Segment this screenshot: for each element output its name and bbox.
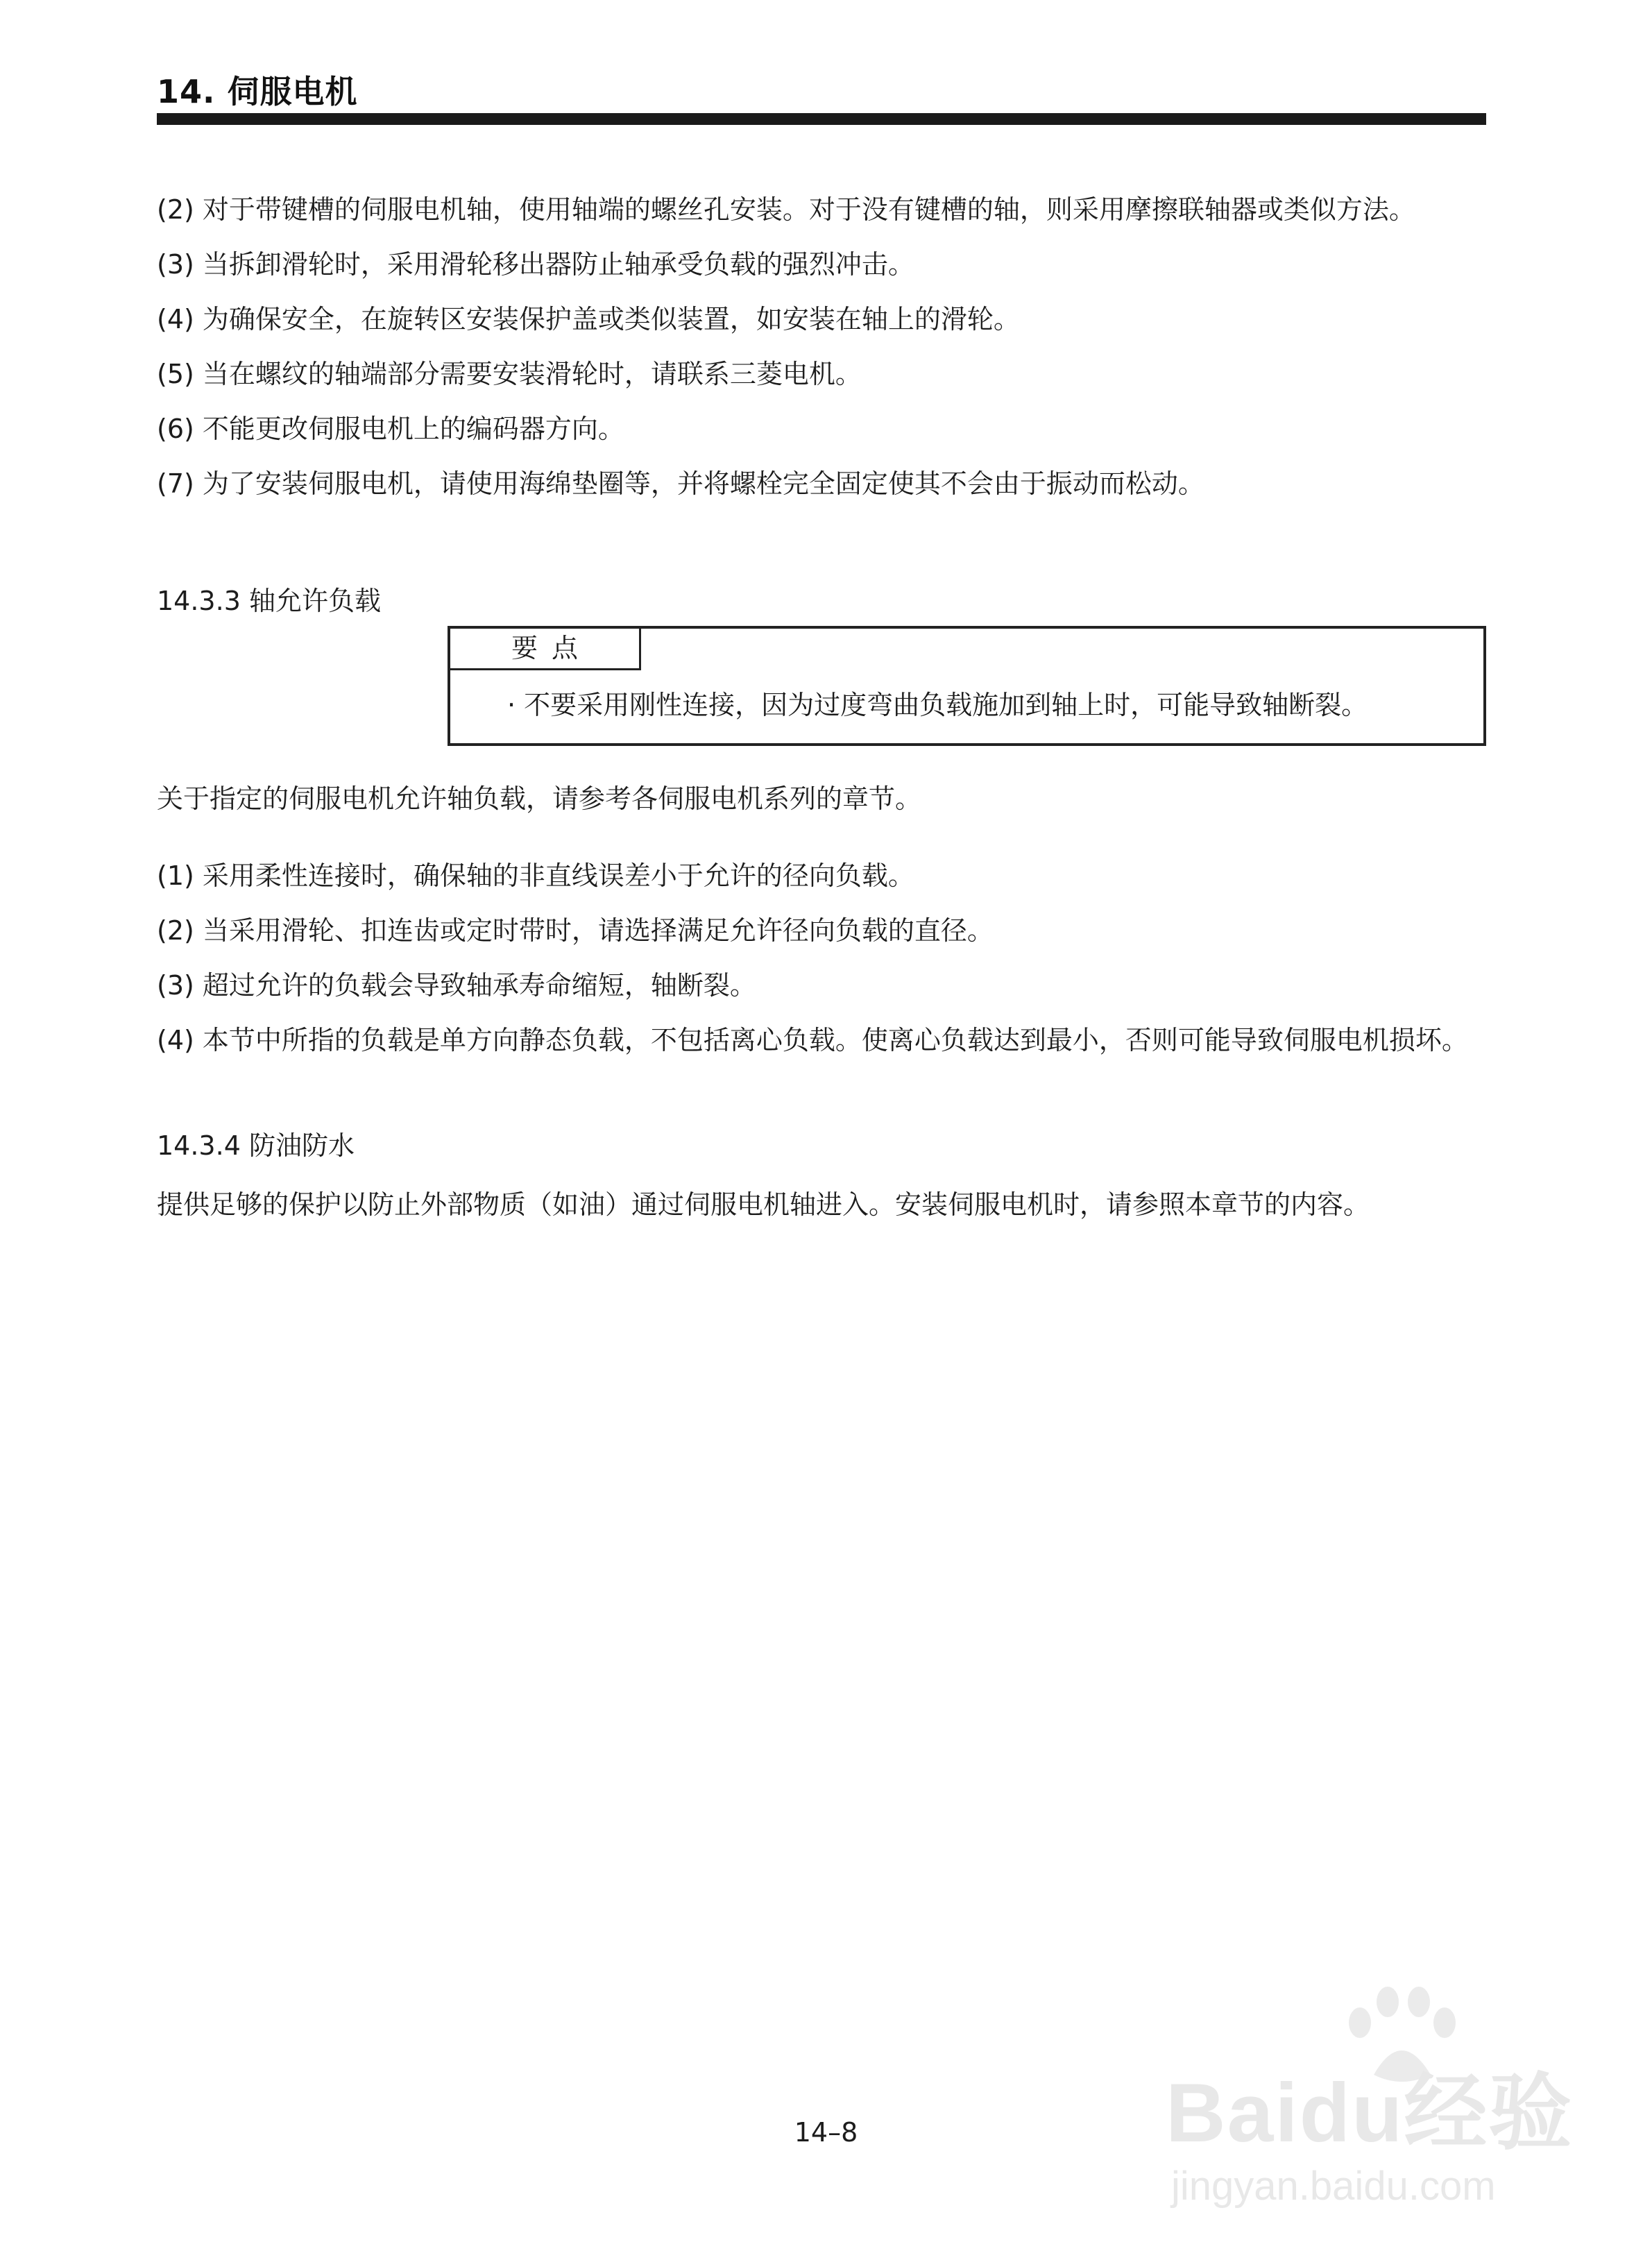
watermark-brand: Baidu经验 xyxy=(1166,2066,1574,2159)
list-item: (4) 为确保安全，在旋转区安装保护盖或类似装置，如安装在轴上的滑轮。 xyxy=(157,304,1020,334)
oil-water-paragraph: 提供足够的保护以防止外部物质（如油）通过伺服电机轴进入。安装伺服电机时，请参照本章节的内容。 xyxy=(157,1189,1370,1220)
list-item: (1) 采用柔性连接时，确保轴的非直线误差小于允许的径向负载。 xyxy=(157,860,914,891)
page-title: 14. 伺服电机 xyxy=(157,73,358,110)
point-text: · 不要采用刚性连接，因为过度弯曲负载施加到轴上时，可能导致轴断裂。 xyxy=(507,690,1368,720)
list-item: (3) 超过允许的负载会导致轴承寿命缩短，轴断裂。 xyxy=(157,970,756,1001)
point-label: 要点 xyxy=(450,629,641,670)
list-item: (3) 当拆卸滑轮时，采用滑轮移出器防止轴承受负载的强烈冲击。 xyxy=(157,249,914,280)
list-item: (5) 当在螺纹的轴端部分需要安装滑轮时，请联系三菱电机。 xyxy=(157,359,862,389)
watermark-url: jingyan.baidu.com xyxy=(1171,2164,1496,2209)
header-rule xyxy=(157,113,1486,125)
list-item: (2) 当采用滑轮、扣连齿或定时带时，请选择满足允许径向负载的直径。 xyxy=(157,915,994,946)
list-item: (4) 本节中所指的负载是单方向静态负载，不包括离心负载。使离心负载达到最小，否则可能导致伺服电机损坏。 xyxy=(157,1025,1468,1055)
list-item: (2) 对于带键槽的伺服电机轴，使用轴端的螺丝孔安装。对于没有键槽的轴，则采用摩擦联轴器或类似方法。 xyxy=(157,194,1415,225)
intro-paragraph: 关于指定的伺服电机允许轴负载，请参考各伺服电机系列的章节。 xyxy=(157,783,922,814)
list-item: (6) 不能更改伺服电机上的编码器方向。 xyxy=(157,414,624,444)
page-number: 14–8 xyxy=(794,2117,858,2148)
baidu-watermark xyxy=(1166,1985,1574,2214)
point-box xyxy=(448,626,1486,746)
list-item: (7) 为了安装伺服电机，请使用海绵垫圈等，并将螺栓完全固定使其不会由于振动而松动。 xyxy=(157,468,1204,499)
section-heading-oil-water: 14.3.4 防油防水 xyxy=(157,1130,355,1161)
section-heading-shaft-load: 14.3.3 轴允许负载 xyxy=(157,586,381,616)
